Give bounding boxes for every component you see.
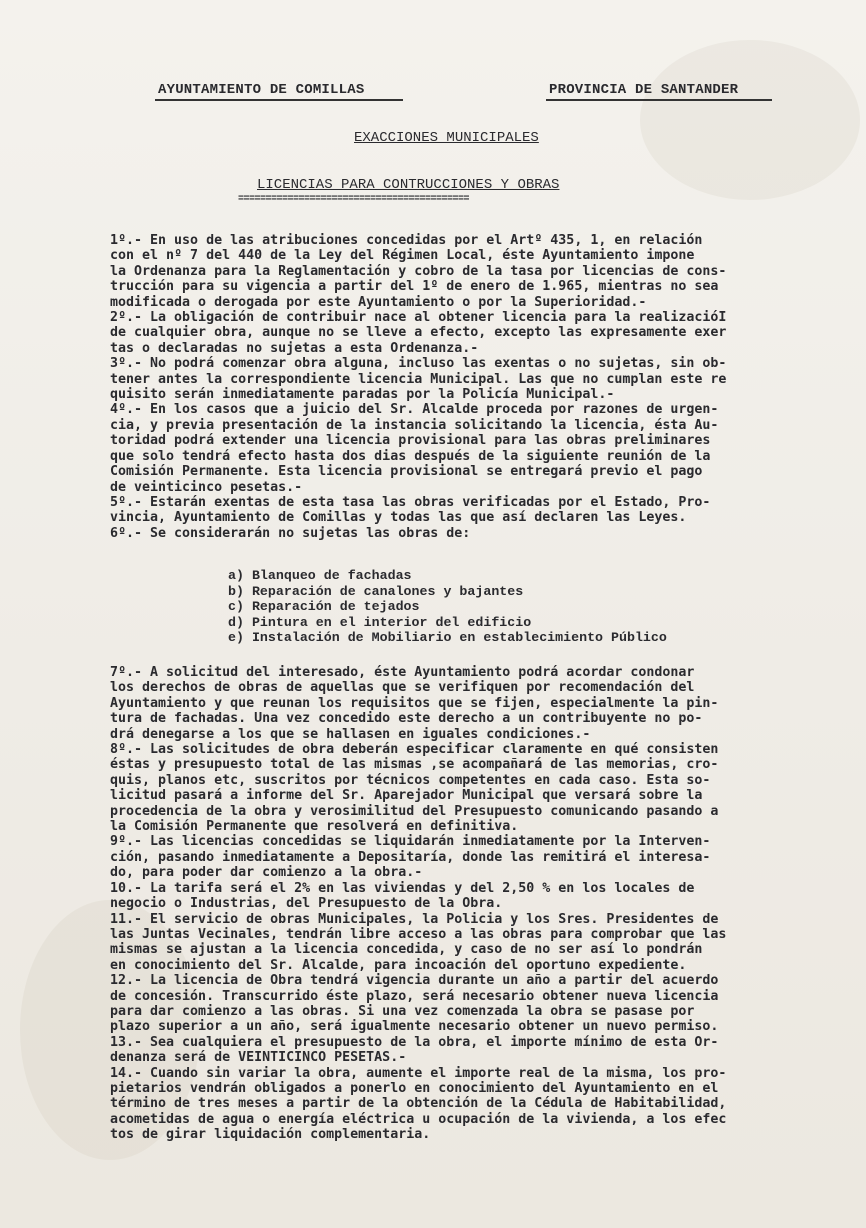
list-item: b) Reparación de canalones y bajantes bbox=[228, 583, 524, 599]
header-province: PROVINCIA DE SANTANDER bbox=[549, 82, 739, 98]
section-title: EXACCIONES MUNICIPALES bbox=[354, 130, 539, 146]
non-subject-works-list bbox=[228, 568, 667, 646]
header-left-underline bbox=[155, 99, 403, 101]
title-double-rule: ========================================== bbox=[238, 194, 470, 205]
list-item: c) Reparación de tejados bbox=[228, 599, 420, 614]
articles-1-to-6: 1º.- En uso de las atribuciones concedidas por el Artº 435, 1, en relación con el nº 7 del 440 de la Ley del Régimen Local, éste Ayuntamiento impone la Ordenanza para la Reglamentación y cobro de la tasa por licencias de cons- trucción para su vigencia a partir del 1º de enero de 1.965, mientras no sea modificada o derogada por este Ayuntamiento o por la Superioridad.- 2º.- La obligación de contribuir nace al obtener licencia para la realizacióI de cualquier obra, aunque no se lleve a efecto, excepto las expresamente exer tas o declaradas no sujetas a esta Ordenanza.- 3º.- No podrá comenzar obra alguna, incluso las exentas o no sujetas, sin ob- tener antes la correspondiente licencia Municipal. Las que no cumplan este re quisito serán inmediatamente paradas por la Policía Municipal.- 4º.- En los casos que a juicio del Sr. Alcalde proceda por razones de urgen- cia, y previa presentación de la instancia solicitando la licencia, ésta Au- toridad podrá extender una licencia provisional para las obras preliminares que solo tendrá efecto hasta dos dias después de la siguiente reunión de la Comisión Permanente. Esta licencia provisional se entregará previo el pago de veinticinco pesetas.- 5º.- Estarán exentas de esta tasa las obras verificadas por el Estado, Pro- vincia, Ayuntamiento de Comillas y todas las que así declaren las Leyes. 6º.- Se considerarán no sujetas las obras de: bbox=[110, 233, 727, 541]
list-item: e) Instalación de Mobiliario en establecimiento Público bbox=[228, 630, 667, 645]
header-right-underline bbox=[546, 99, 772, 101]
header-municipality: AYUNTAMIENTO DE COMILLAS bbox=[158, 82, 365, 98]
document-title: LICENCIAS PARA CONTRUCCIONES Y OBRAS bbox=[257, 177, 560, 193]
list-item: a) Blanqueo de fachadas bbox=[228, 568, 412, 583]
articles-7-to-14: 7º.- A solicitud del interesado, éste Ayuntamiento podrá acordar condonar los derechos de obras de aquellas que se verifiquen por recomendación del Ayuntamiento y que reunan los requisitos que se fijen, especialmente la pin- tura de fachadas. Una vez concedido este derecho a un contribuyente no po- drá denegarse a los que se hallasen en iguales condiciones.- 8º.- Las solicitudes de obra deberán especificar claramente en qué consisten éstas y presupuesto total de las mismas ,se acompañará de las memorias, cro- quis, planos etc, suscritos por técnicos competentes en cada caso. Esta so- licitud pasará a informe del Sr. Aparejador Municipal que versará sobre la procedencia de la obra y verosimilitud del Presupuesto comunicando pasando a la Comisión Permanente que resolverá en definitiva. 9º.- Las licencias concedidas se liquidarán inmediatamente por la Interven- ción, pasando inmediatamente a Depositaría, donde las remitirá el interesa- do, para poder dar comienzo a la obra.- 10.- La tarifa será el 2% en las viviendas y del 2,50 % en los locales de negocio o Industrias, del Presupuesto de la Obra. 11.- El servicio de obras Municipales, la Policia y los Sres. Presidentes de las Juntas Vecinales, tendrán libre acceso a las obras para comprobar que las mismas se ajustan a la licencia concedida, y caso de no ser así lo pondrán en conocimiento del Sr. Alcalde, para incoación del oportuno expediente. 12.- La licencia de Obra tendrá vigencia durante un año a partir del acuerdo de concesión. Transcurrido éste plazo, será necesario obtener nueva licencia para dar comienzo a las obras. Si una vez comenzada la obra se pasase por plazo superior a un año, será igualmente necesario obtener un nuevo permiso. 13.- Sea cualquiera el presupuesto de la obra, el importe mínimo de esta Or- denanza será de VEINTICINCO PESETAS.- 14.- Cuando sin variar la obra, aumente el importe real de la misma, los pro- pietarios vendrán obligados a ponerlo en conocimiento del Ayuntamiento en el término de tres meses a partir de la obtención de la Cédula de Habitabilidad, acometidas de agua o energía eléctrica u ocupación de la vivienda, a los efec tos de girar liquidación complementaria. bbox=[110, 665, 727, 1143]
paper-stain bbox=[640, 40, 860, 200]
list-item: d) Pintura en el interior del edificio bbox=[228, 614, 532, 630]
